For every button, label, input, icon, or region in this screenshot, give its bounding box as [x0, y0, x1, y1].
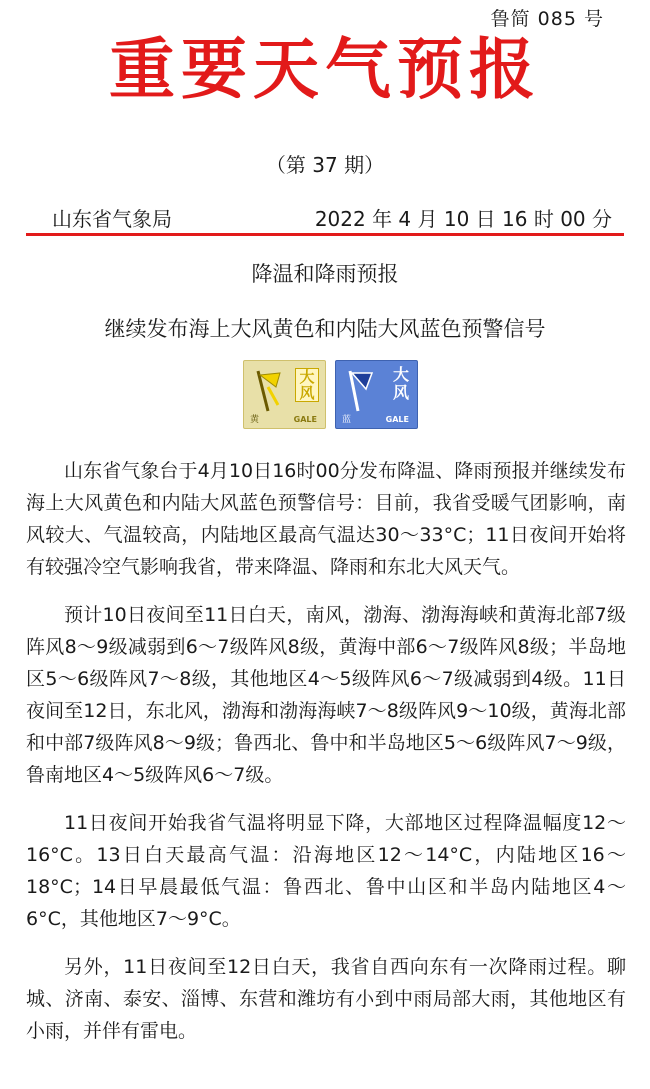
warning-signals — [243, 360, 418, 429]
issue-number: （第 37 期） — [265, 153, 385, 177]
yellow-gale-signal-icon — [243, 360, 326, 429]
yellow-signal-gale: GALE — [293, 415, 317, 424]
subtitle-forecast: 降温和降雨预报 — [251, 262, 399, 286]
blue-gale-signal-icon — [335, 360, 418, 429]
paragraph-summary: 山东省气象台于4月10日16时00分发布降温、降雨预报并继续发布海上大风黄色和内陆大风蓝色预警信号：目前，我省受暖气团影响，南风较大、气温较高，内陆地区最高气温达30～33°C；11日夜间开始将有较强冷空气影响我省，带来降温、降雨和东北大风天气。 — [26, 460, 626, 578]
subtitle-warning: 继续发布海上大风黄色和内陆大风蓝色预警信号 — [104, 317, 546, 341]
paragraph-temperature: 11日夜间开始我省气温将明显下降，大部地区过程降温幅度12～16°C。13日白天最高气温：沿海地区12～14°C，内陆地区16～18°C；14日早晨最低气温：鲁西北、鲁中山区和半岛内陆地区4～6°C，其他地区7～9°C。 — [26, 812, 626, 930]
header-divider — [26, 233, 624, 236]
blue-signal-level: 蓝 — [342, 415, 352, 425]
blue-signal-char: 大风 — [392, 365, 409, 402]
yellow-signal-level: 黄 — [250, 415, 260, 425]
blue-signal-gale: GALE — [385, 415, 409, 424]
issuing-agency: 山东省气象局 — [52, 207, 172, 231]
paragraph-rain: 另外，11日夜间至12日白天，我省自西向东有一次降雨过程。聊城、济南、泰安、淄博、东营和潍坊有小到中雨局部大雨，其他地区有小雨，并伴有雷电。 — [26, 956, 626, 1042]
forecast-body — [26, 455, 626, 1063]
issue-datetime: 2022 年 4 月 10 日 16 时 00 分 — [314, 207, 612, 231]
yellow-signal-char: 大风 — [295, 368, 319, 402]
page-title: 重要天气预报 — [109, 30, 541, 108]
paragraph-wind: 预计10日夜间至11日白天，南风，渤海、渤海海峡和黄海北部7级阵风8～9级减弱到6～7级阵风8级，黄海中部6～7级阵风8级；半岛地区5～6级阵风7～8级，其他地区4～5级阵风6～7级减弱到4级。11日夜间至12日，东北风，渤海和渤海海峡7～8级阵风9～10级，黄海北部和中部7级阵风8～9级；鲁西北、鲁中和半岛地区5～6级阵风7～9级，鲁南地区4～5级阵风6～7级。 — [26, 604, 626, 786]
document-number: 鲁简 085 号 — [490, 8, 604, 30]
